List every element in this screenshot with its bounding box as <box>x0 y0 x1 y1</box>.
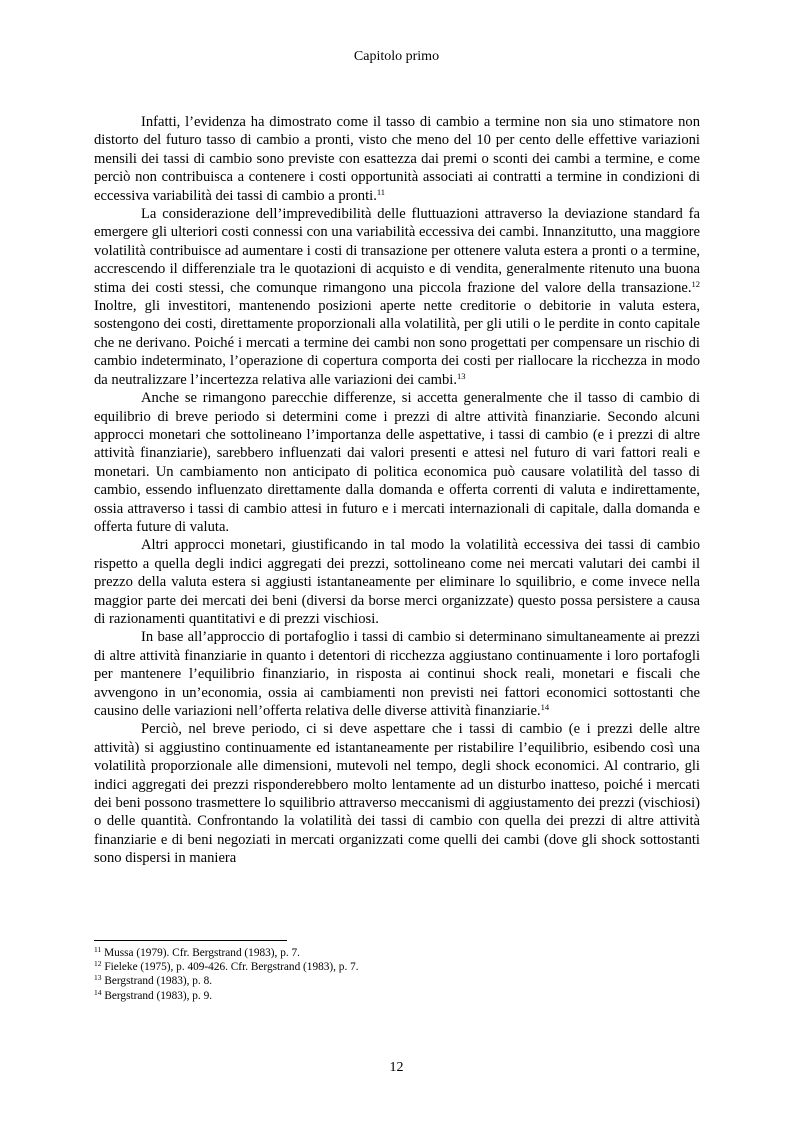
footnote-text: Bergstrand (1983), p. 8. <box>104 975 213 988</box>
footnote <box>94 974 700 988</box>
footnote-text: Fieleke (1975), p. 409-426. Cfr. Bergstrand (1983), p. 7. <box>104 961 359 974</box>
footnote-ref: 14 <box>540 702 550 712</box>
body-text <box>94 113 700 868</box>
footnote-text: Bergstrand (1983), p. 9. <box>104 989 213 1002</box>
paragraph-text: Anche se rimangono parecchie differenze, si accetta generalmente che il tasso di cambio di equilibrio di breve periodo si determini come i prezzi di altre attività finanziarie. Secondo alcuni approcci monetari che sottolineano l’importanza delle aspettative, i tassi di cambio (e i prezzi di altre attività finanziarie), sarebbero influenzati dai valori presenti e attesi nel futuro di vari fattori reali e monetari. Un cambiamento non anticipato di politica economica può causare volatilità del tasso di cambio, essendo influenzato direttamente dalla domanda e offerta correnti di valuta e indirettamente, ossia attraverso i tassi di cambio attesi in futuro e i mercati internazionali di capitale, dalla domanda e offerta future di valuta. <box>94 390 700 535</box>
footnote <box>94 989 700 1003</box>
running-header: Capitolo primo <box>353 49 440 64</box>
footnote-ref: 13 <box>457 370 466 381</box>
paragraph <box>94 536 700 628</box>
paragraph-text: In base all’approccio di portafoglio i tassi di cambio si determinano simultaneamente ai prezzi di altre attività finanziarie in quanto i detentori di ricchezza aggiustano continuamente i loro portafogli per mantenere l’equilibrio finanziario, in risposta ai continui shock reali, monetari e fiscali che avvengono in un’economia, ossia ai cambiamenti non previsti nei fattori economici sottostanti che causino delle variazioni nell’offerta relativa delle diverse attività finanziarie. <box>94 629 700 719</box>
paragraph <box>94 205 700 389</box>
footnote-number: 12 <box>94 959 102 969</box>
paragraph-text: Inoltre, gli investitori, mantenendo posizioni aperte nette creditorie o debitorie in valuta estera, sostengono dei costi, direttamente proporzionali alla volatilità, per gli utili o le perdite in conto capitale che ne derivano. Poiché i mercati a termine dei cambi non sono progettati per compensare un rischio di cambio indeterminato, l’operazione di copertura comporta dei costi per riallocare la ricchezza in modo da neutralizzare l’incertezza relativa alle variazioni dei cambi. <box>94 298 700 388</box>
footnote <box>94 960 700 974</box>
footnote-ref: 11 <box>376 186 386 197</box>
paragraph <box>94 113 700 205</box>
paragraph <box>94 389 700 536</box>
page-number: 12 <box>389 1060 404 1075</box>
paragraph <box>94 720 700 867</box>
footnote-separator <box>94 940 287 941</box>
paragraph <box>94 628 700 720</box>
paragraph-text: Altri approcci monetari, giustificando in tal modo la volatilità eccessiva dei tassi di cambio rispetto a quella degli indici aggregati dei prezzi, sottolineano come nei mercati valutari dei cambi il prezzo della valuta estera si aggiusti istantaneamente per eliminare lo squilibrio, e come invece nella maggior parte dei mercati dei beni (diversi da borse merci organizzate) questo possa persistere a causa di razionamenti quantitativi e di prezzi vischiosi. <box>94 537 700 627</box>
paragraph-text: La considerazione dell’imprevedibilità delle fluttuazioni attraverso la deviazione standard fa emergere gli ulteriori costi connessi con una variabilità eccessiva dei cambi. Innanzitutto, una maggiore volatilità contribuisce ad aumentare i costi di transazione per ottenere valuta estera a pronti o a termine, accrescendo il differenziale tra le quotazioni di acquisto e di vendita, generalmente ritenuto una buona stima dei costi stessi, che comunque rimangono una piccola frazione del valore della transazione. <box>94 206 700 296</box>
paragraph-text: Infatti, l’evidenza ha dimostrato come il tasso di cambio a termine non sia uno stimatore non distorto del futuro tasso di cambio a pronti, visto che meno del 10 per cento delle effettive variazioni mensili dei tassi di cambio sono previste con esattezza dai premi o sconti dei cambi a termine, e come perciò non contribuisca a contenere i costi opportunità associati ai contratti a termine in condizioni di eccessiva variabilità dei tassi di cambio a pronti. <box>94 114 700 204</box>
footnote <box>94 946 700 960</box>
footnote-number: 13 <box>94 973 102 983</box>
footnote-ref: 12 <box>691 278 700 289</box>
footnote-text: Mussa (1979). Cfr. Bergstrand (1983), p. 7. <box>104 947 300 959</box>
footnote-number: 14 <box>94 987 102 997</box>
paragraph-text: Perciò, nel breve periodo, ci si deve aspettare che i tassi di cambio (e i prezzi delle altre attività) si aggiustino continuamente ed istantaneamente per ristabilire l’equilibrio, esibendo così una volatilità proporzionale alle dimensioni, mutevoli nel tempo, degli shock economici. Al contrario, gli indici aggregati dei prezzi risponderebbero molto lentamente ad un disturbo inatteso, poiché i mercati dei beni possono trasmettere lo squilibrio attraverso meccanismi di aggiustamento dei prezzi (vischiosi) o delle quantità. Confrontando la volatilità dei tassi di cambio con quella dei prezzi di altre attività finanziarie e di beni negoziati in mercati organizzati come quelli dei cambi (dove gli shock sottostanti sono dispersi in maniera <box>94 721 700 867</box>
footnote-number: 11 <box>94 945 102 954</box>
footnotes <box>94 946 700 1003</box>
